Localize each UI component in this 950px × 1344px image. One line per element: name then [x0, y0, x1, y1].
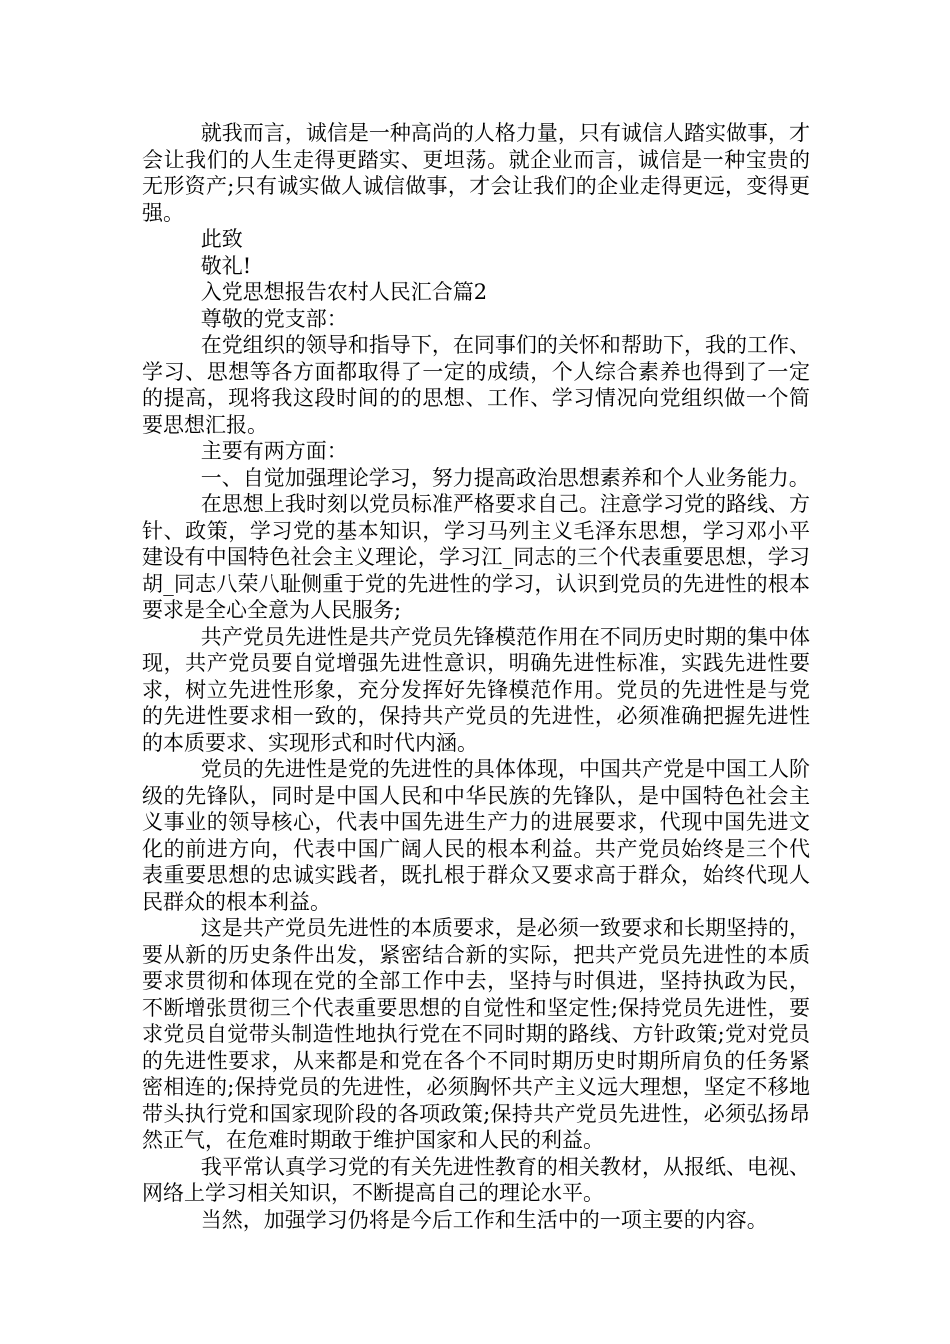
paragraph-integrity: 就我而言，诚信是一种高尚的人格力量，只有诚信人踏实做事，才会让我们的人生走得更踏实、更坦荡。就企业而言，诚信是一种宝贵的无形资产;只有诚实做人诚信做事，才会让我们的企业走得更远，变得更强。 [142, 121, 810, 225]
closing-respect: 敬礼! [200, 253, 252, 278]
paragraph-essential-requirement: 这是共产党员先进性的本质要求，是必须一致要求和长期坚持的，要从新的历史条件出发，紧密结合新的实际，把共产党员先进性的本质要求贯彻和体现在党的全部工作中去，坚持与时俱进，坚持执政为民，不断增张贯彻三个代表重要思想的自觉性和坚定性;保持党员先进性，要求党员自觉带头制造性地执行党在不同时期的路线、方针政策;党对党员的先进性要求，从来都是和党在各个不同时期历史时期所肩负的任务紧密相连的;保持党员的先进性，必须胸怀共产主义远大理想，坚定不移地带头执行党和国家现阶段的各项政策;保持共产党员先进性，必须弘扬昂然正气，在危难时期敢于维护国家和人民的利益。 [142, 916, 810, 1152]
paragraph-study: 我平常认真学习党的有关先进性教育的相关教材，从报纸、电视、网络上学习相关知识，不断提高自己的理论水平。 [142, 1154, 810, 1205]
greeting: 尊敬的党支部： [200, 306, 348, 331]
paragraph-party-vanguard: 党员的先进性是党的先进性的具体体现，中国共产党是中国工人阶级的先锋队，同时是中国人民和中华民族的先锋队，是中国特色社会主义事业的领导核心，代表中国先进生产力的进展要求，代现中国先进文化的前进方向，代表中国广阔人民的根本利益。共产党员始终是三个代表重要思想的忠诚实践者，既扎根于群众又要求高于群众，始终代现人民群众的根本利益。 [142, 757, 810, 914]
paragraph-thought: 在思想上我时刻以党员标准严格要求自己。注意学习党的路线、方针、政策，学习党的基本知识，学习马列主义毛泽东思想，学习邓小平建设有中国特色社会主义理论，学习江_同志的三个代表重要思想，学习胡_同志八荣八耻侧重于党的先进性的学习，认识到党员的先进性的根本要求是全心全意为人民服务; [142, 492, 810, 622]
paragraph-advancedness: 共产党员先进性是共产党员先锋模范作用在不同历史时期的集中体现，共产党员要自觉增强先进性意识，明确先进性标准，实践先进性要求，树立先进性形象，充分发挥好先锋模范作用。党员的先进性是与党的先进性要求相一致的，保持共产党员的先进性，必须准确把握先进性的本质要求、实现形式和时代内涵。 [142, 624, 810, 755]
heading-point-one: 一、自觉加强理论学习，努力提高政治思想素养和个人业务能力。 [200, 465, 810, 490]
paragraph-two-aspects: 主要有两方面： [200, 439, 348, 463]
paragraph-conclusion: 当然，加强学习仍将是今后工作和生活中的一项主要的内容。 [200, 1207, 768, 1232]
closing-salutation: 此致 [200, 227, 243, 251]
paragraph-intro: 在党组织的领导和指导下，在同事们的关怀和帮助下，我的工作、学习、思想等各方面都取得了一定的成绩，个人综合素养也得到了一定的提高，现将我这段时间的的思想、工作、学习情况向党组织做一个简要思想汇报。 [142, 333, 810, 437]
section-title: 入党思想报告农村人民汇合篇2 [200, 280, 488, 304]
